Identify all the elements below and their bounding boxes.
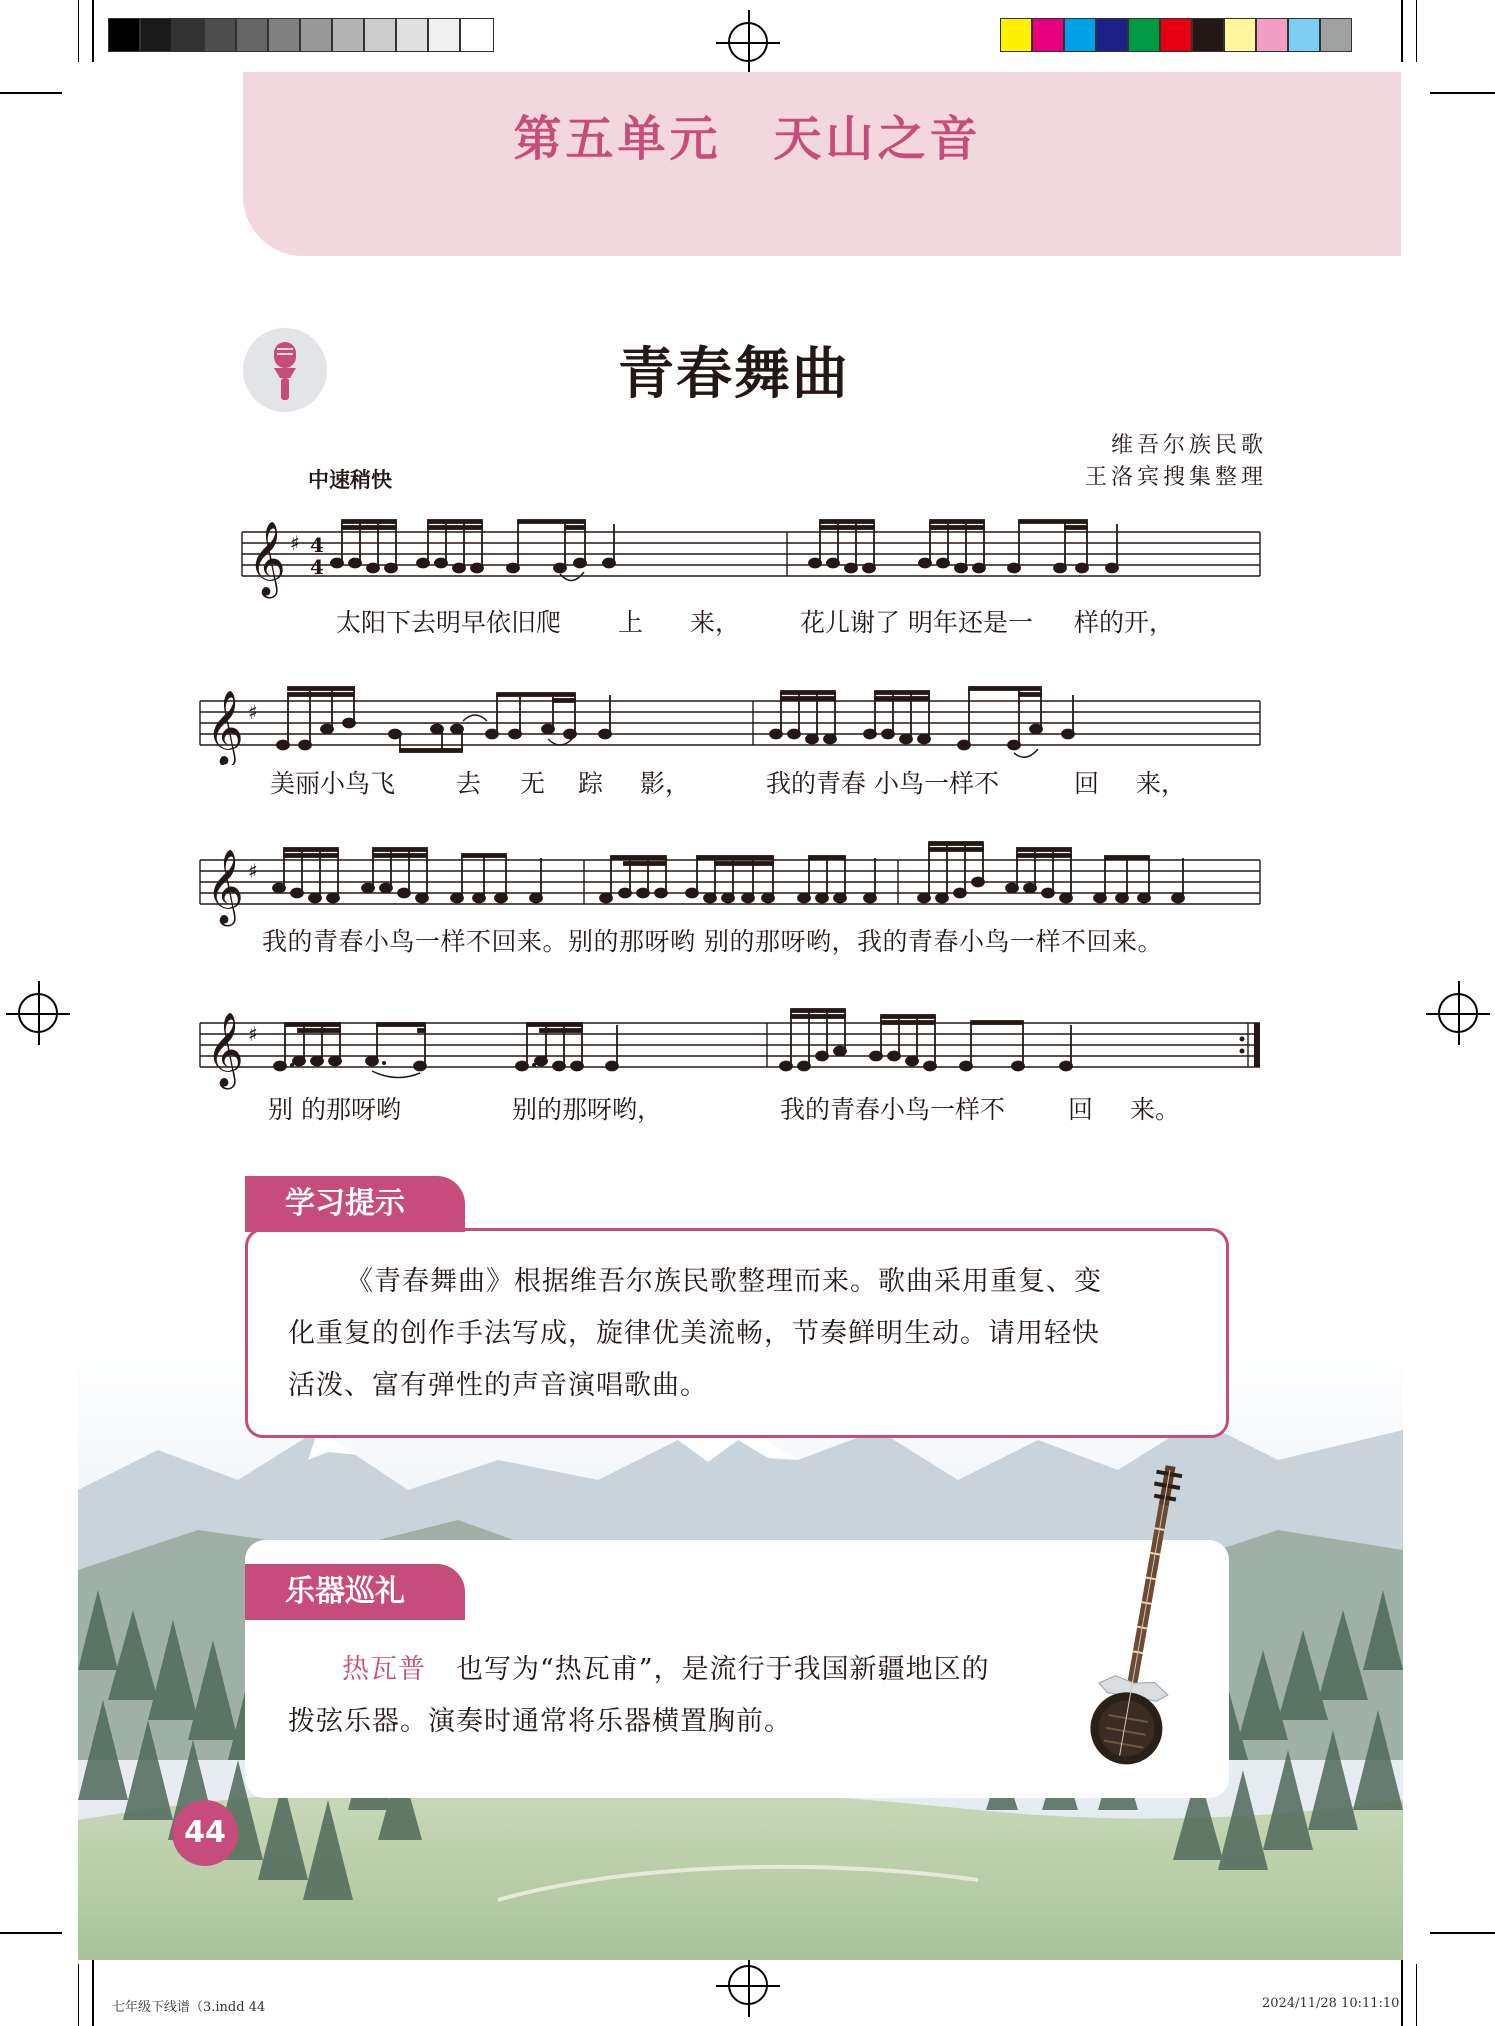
tips-text-line-3: 活泼、富有弹性的声音演唱歌曲。	[288, 1370, 708, 1401]
lyrics-line-4	[0, 1090, 1495, 1126]
score-staff-4	[0, 995, 1495, 1095]
lyrics-line-3	[0, 922, 1495, 958]
tips-text-line-2: 化重复的创作手法写成，旋律优美流畅，节奏鲜明生动。请用轻快	[288, 1318, 1100, 1349]
lyric: 我的青春小鸟一样不	[780, 1095, 1006, 1124]
svg-text:𝄞: 𝄞	[206, 1013, 244, 1087]
svg-text:4: 4	[310, 533, 324, 557]
lyric: 我的青春小鸟一样不回来。别的那呀哟 别的那呀哟，我的青春小鸟一样不回来。	[262, 927, 1163, 956]
lyric: 去	[456, 769, 482, 798]
lyric: 别的那呀哟，	[512, 1095, 663, 1124]
lyric: 美丽小鸟飞	[270, 769, 396, 798]
score-staff-1	[0, 508, 1495, 608]
svg-text:4: 4	[310, 555, 324, 579]
print-slug-file: 七年级下线谱（3.indd 44	[112, 2000, 266, 2015]
lyric: 别 的那呀哟	[268, 1095, 401, 1124]
lyric: 踪	[578, 769, 604, 798]
svg-text:𝄞: 𝄞	[206, 691, 244, 765]
lyric: 我的青春 小鸟一样不	[766, 769, 999, 798]
unit-title: 第五单元 天山之音	[513, 111, 982, 167]
svg-text:♯: ♯	[248, 859, 258, 883]
lyric: 样的开，	[1074, 608, 1175, 637]
tempo-marking: 中速稍快	[308, 468, 392, 492]
page-number: 44	[172, 1800, 238, 1866]
lyric: 来，	[690, 608, 741, 637]
print-slug-timestamp: 2024/11/28 10:11:10	[1262, 1996, 1400, 2011]
instrument-text-line-1	[342, 1644, 990, 1696]
credit-arranger: 王洛宾搜集整理	[1084, 465, 1267, 490]
lyric: 影，	[640, 769, 691, 798]
lyric: 太阳下去明早依旧爬	[336, 608, 562, 637]
svg-text:♯: ♯	[248, 700, 258, 724]
registration-mark-bottom	[728, 1965, 768, 2005]
svg-text:♯: ♯	[290, 531, 300, 555]
instrument-tour-tab: 乐器巡礼	[245, 1564, 465, 1620]
tips-text-line-1: 《青春舞曲》根据维吾尔族民歌整理而来。歌曲采用重复、变	[346, 1266, 1102, 1297]
lyric: 回	[1068, 1095, 1094, 1124]
svg-text:𝄞: 𝄞	[248, 522, 286, 596]
instrument-text-line-2: 拨弦乐器。演奏时通常将乐器横置胸前。	[288, 1706, 792, 1737]
learning-tips-tab: 学习提示	[245, 1176, 465, 1232]
lyric: 花儿谢了 明年还是一	[800, 608, 1033, 637]
svg-text:♯: ♯	[248, 1022, 258, 1046]
credit-origin: 维吾尔族民歌	[1110, 433, 1267, 458]
registration-mark-top	[728, 22, 768, 62]
rawap-instrument-image	[1080, 1458, 1210, 1788]
song-title: 青春舞曲	[618, 341, 850, 407]
lyrics-line-1	[0, 603, 1495, 639]
lyric: 来，	[1136, 769, 1187, 798]
lyric: 无	[520, 769, 546, 798]
lyric: 上	[618, 608, 644, 637]
score-staff-2	[0, 665, 1495, 765]
svg-text:𝄞: 𝄞	[206, 850, 244, 924]
lyric: 回	[1074, 769, 1100, 798]
lyrics-line-2	[0, 764, 1495, 800]
instrument-name: 热瓦普	[342, 1654, 426, 1685]
lyric: 来。	[1130, 1095, 1181, 1124]
instrument-description: 也写为“热瓦甫”，是流行于我国新疆地区的	[456, 1654, 990, 1685]
score-staff-3	[0, 832, 1495, 932]
